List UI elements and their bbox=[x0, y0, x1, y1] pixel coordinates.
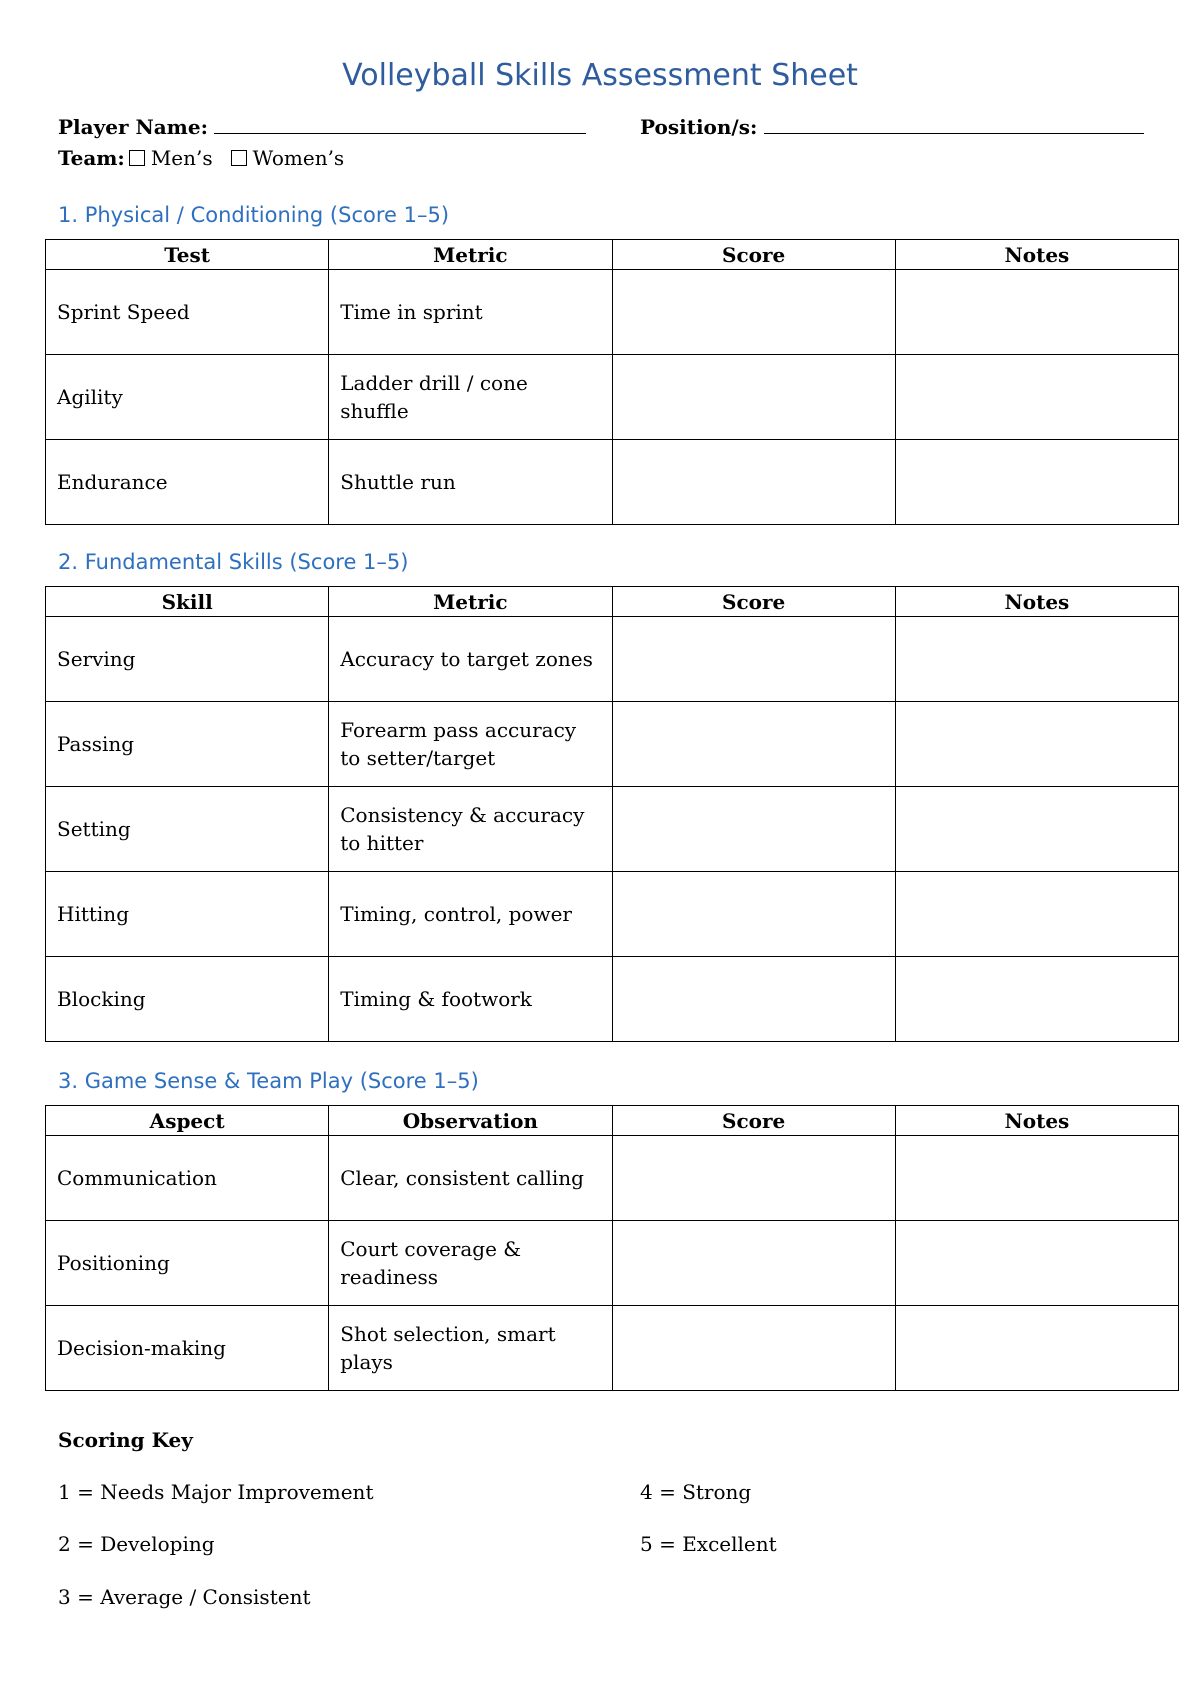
scoring-key-item: 2 = Developing bbox=[58, 1532, 215, 1556]
row-name: Blocking bbox=[46, 957, 329, 1042]
row-metric: Forearm pass accuracy to setter/target bbox=[329, 702, 612, 787]
score-cell[interactable] bbox=[612, 702, 895, 787]
row-metric: Ladder drill / cone shuffle bbox=[329, 355, 612, 440]
position-row bbox=[640, 115, 1144, 139]
table-row bbox=[46, 1306, 1179, 1391]
notes-cell[interactable] bbox=[895, 702, 1178, 787]
scoring-key-item: 3 = Average / Consistent bbox=[58, 1585, 311, 1609]
table-row bbox=[46, 270, 1179, 355]
table-row bbox=[46, 617, 1179, 702]
score-cell[interactable] bbox=[612, 440, 895, 525]
row-name: Decision-making bbox=[46, 1306, 329, 1391]
row-metric: Shot selection, smart plays bbox=[329, 1306, 612, 1391]
score-cell[interactable] bbox=[612, 872, 895, 957]
table-header-row bbox=[46, 240, 1179, 270]
table-row bbox=[46, 787, 1179, 872]
notes-cell[interactable] bbox=[895, 440, 1178, 525]
row-name: Serving bbox=[46, 617, 329, 702]
fundamental-table bbox=[45, 586, 1179, 1042]
row-metric: Clear, consistent calling bbox=[329, 1136, 612, 1221]
table-row bbox=[46, 1136, 1179, 1221]
col-header-metric: Metric bbox=[329, 587, 612, 617]
row-metric: Timing & footwork bbox=[329, 957, 612, 1042]
table-row bbox=[46, 957, 1179, 1042]
table-row bbox=[46, 702, 1179, 787]
player-name-row bbox=[58, 115, 586, 139]
score-cell[interactable] bbox=[612, 957, 895, 1042]
row-name: Positioning bbox=[46, 1221, 329, 1306]
table-header-row bbox=[46, 587, 1179, 617]
col-header-observation: Observation bbox=[329, 1106, 612, 1136]
section-title-game-sense: 3. Game Sense & Team Play (Score 1–5) bbox=[58, 1069, 479, 1093]
table-header-row bbox=[46, 1106, 1179, 1136]
scoring-key-item: 5 = Excellent bbox=[640, 1532, 777, 1556]
section-title-fundamental: 2. Fundamental Skills (Score 1–5) bbox=[58, 550, 409, 574]
row-metric: Timing, control, power bbox=[329, 872, 612, 957]
score-cell[interactable] bbox=[612, 617, 895, 702]
scoring-key-title: Scoring Key bbox=[58, 1428, 193, 1452]
score-cell[interactable] bbox=[612, 787, 895, 872]
col-header-skill: Skill bbox=[46, 587, 329, 617]
womens-option-label: Women’s bbox=[252, 146, 345, 170]
mens-option-label: Men’s bbox=[150, 146, 213, 170]
position-label: Position/s: bbox=[640, 115, 758, 139]
row-metric: Consistency & accuracy to hitter bbox=[329, 787, 612, 872]
col-header-notes: Notes bbox=[895, 1106, 1178, 1136]
physical-table bbox=[45, 239, 1179, 525]
table-row bbox=[46, 440, 1179, 525]
row-name: Setting bbox=[46, 787, 329, 872]
row-name: Sprint Speed bbox=[46, 270, 329, 355]
scoring-key-item: 1 = Needs Major Improvement bbox=[58, 1480, 374, 1504]
notes-cell[interactable] bbox=[895, 355, 1178, 440]
team-label: Team: bbox=[58, 146, 125, 170]
row-name: Hitting bbox=[46, 872, 329, 957]
col-header-score: Score bbox=[612, 1106, 895, 1136]
table-row bbox=[46, 872, 1179, 957]
col-header-metric: Metric bbox=[329, 240, 612, 270]
score-cell[interactable] bbox=[612, 1221, 895, 1306]
row-metric: Accuracy to target zones bbox=[329, 617, 612, 702]
notes-cell[interactable] bbox=[895, 1136, 1178, 1221]
player-name-label: Player Name: bbox=[58, 115, 208, 139]
section-title-physical: 1. Physical / Conditioning (Score 1–5) bbox=[58, 203, 450, 227]
mens-checkbox[interactable] bbox=[129, 150, 145, 166]
row-name: Endurance bbox=[46, 440, 329, 525]
row-name: Communication bbox=[46, 1136, 329, 1221]
col-header-notes: Notes bbox=[895, 240, 1178, 270]
notes-cell[interactable] bbox=[895, 957, 1178, 1042]
game-sense-table bbox=[45, 1105, 1179, 1391]
scoring-key-item: 4 = Strong bbox=[640, 1480, 752, 1504]
row-metric: Time in sprint bbox=[329, 270, 612, 355]
score-cell[interactable] bbox=[612, 1136, 895, 1221]
score-cell[interactable] bbox=[612, 355, 895, 440]
col-header-notes: Notes bbox=[895, 587, 1178, 617]
table-row bbox=[46, 1221, 1179, 1306]
col-header-aspect: Aspect bbox=[46, 1106, 329, 1136]
notes-cell[interactable] bbox=[895, 872, 1178, 957]
player-name-field[interactable] bbox=[214, 115, 586, 134]
col-header-score: Score bbox=[612, 240, 895, 270]
notes-cell[interactable] bbox=[895, 1306, 1178, 1391]
col-header-score: Score bbox=[612, 587, 895, 617]
row-metric: Shuttle run bbox=[329, 440, 612, 525]
score-cell[interactable] bbox=[612, 270, 895, 355]
notes-cell[interactable] bbox=[895, 1221, 1178, 1306]
table-row bbox=[46, 355, 1179, 440]
row-name: Passing bbox=[46, 702, 329, 787]
col-header-test: Test bbox=[46, 240, 329, 270]
notes-cell[interactable] bbox=[895, 270, 1178, 355]
womens-checkbox[interactable] bbox=[231, 150, 247, 166]
notes-cell[interactable] bbox=[895, 617, 1178, 702]
position-field[interactable] bbox=[764, 115, 1144, 134]
notes-cell[interactable] bbox=[895, 787, 1178, 872]
team-row bbox=[58, 146, 344, 170]
row-name: Agility bbox=[46, 355, 329, 440]
score-cell[interactable] bbox=[612, 1306, 895, 1391]
row-metric: Court coverage & readiness bbox=[329, 1221, 612, 1306]
page-title: Volleyball Skills Assessment Sheet bbox=[342, 58, 858, 93]
